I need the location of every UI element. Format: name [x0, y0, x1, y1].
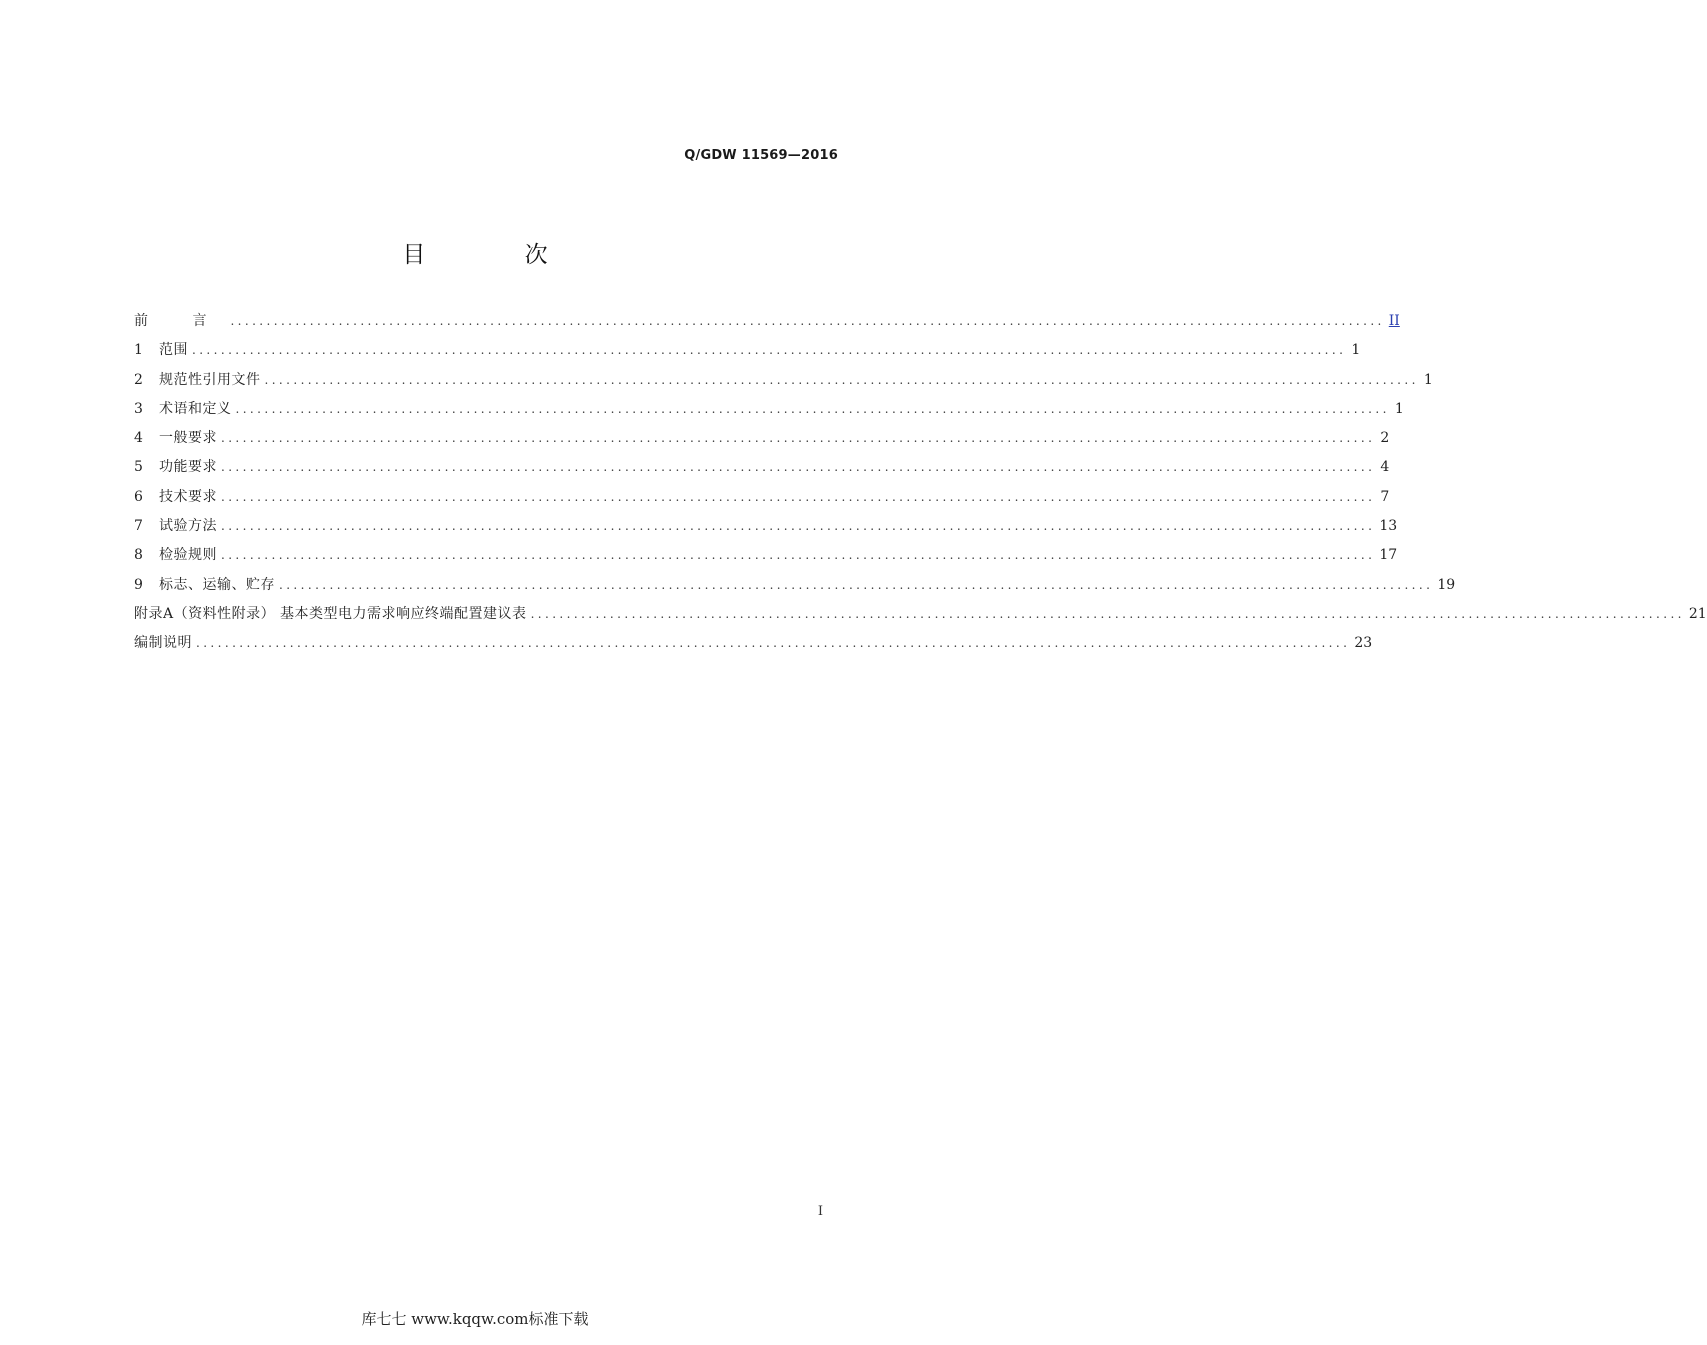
toc-entry-number: 6 — [134, 488, 143, 505]
toc-entry-number: 2 — [134, 371, 143, 388]
toc-entry-label: 编制说明 — [134, 635, 192, 652]
toc-entry[interactable] — [134, 571, 1456, 600]
toc-entry-label: 试验方法 — [159, 518, 217, 535]
toc-entry[interactable] — [134, 629, 1373, 658]
toc-entry[interactable] — [134, 366, 1433, 395]
toc-leader-dots: ................................................................................................................................................................ — [221, 489, 1376, 504]
toc-entry-page: 21 — [1688, 605, 1707, 622]
toc-entry-number: 5 — [134, 459, 143, 476]
toc-entry-page: 13 — [1379, 518, 1398, 535]
toc-entry-page: 4 — [1380, 459, 1390, 476]
toc-leader-dots: ................................................................................................................................................................ — [221, 519, 1376, 534]
toc-entry[interactable] — [134, 336, 1361, 365]
toc-entry-page: 1 — [1423, 371, 1433, 388]
toc-entry-label: 附录A（资料性附录） 基本类型电力需求响应终端配置建议表 — [134, 605, 527, 622]
toc-entry[interactable] — [134, 541, 1398, 570]
toc-leader-dots: ................................................................................................................................................................ — [235, 401, 1390, 416]
toc-entry[interactable] — [134, 424, 1390, 453]
toc-entry-label: 标志、运输、贮存 — [159, 576, 275, 593]
toc-entry-page: 1 — [1351, 342, 1361, 359]
toc-entry-label: 检验规则 — [159, 547, 217, 564]
document-code: Q/GDW 11569—2016 — [684, 148, 838, 163]
table-of-contents — [134, 307, 1707, 659]
toc-entry-label: 范围 — [159, 342, 188, 359]
toc-leader-dots: ................................................................................................................................................................ — [530, 606, 1685, 621]
toc-entry[interactable] — [134, 453, 1390, 482]
toc-entry-number: 1 — [134, 342, 143, 359]
toc-entry-label: 术语和定义 — [159, 400, 232, 417]
footer-watermark: 库七七 www.kqqw.com标准下载 — [361, 1310, 589, 1328]
toc-entry[interactable] — [134, 600, 1707, 629]
toc-entry[interactable] — [134, 395, 1404, 424]
toc-entry-label: 一般要求 — [159, 430, 217, 447]
toc-title: 目 次 — [402, 242, 594, 268]
toc-leader-dots: ................................................................................................................................................................ — [221, 431, 1376, 446]
toc-leader-dots: ................................................................................................................................................................ — [264, 372, 1419, 387]
toc-leader-dots: ................................................................................................................................................................ — [221, 548, 1376, 563]
toc-entry-label: 功能要求 — [159, 459, 217, 476]
toc-leader-dots: ................................................................................................................................................................ — [196, 636, 1351, 651]
toc-leader-dots: ................................................................................................................................................................ — [192, 343, 1347, 358]
toc-entry-page: 2 — [1380, 430, 1390, 447]
toc-entry-label: 技术要求 — [159, 488, 217, 505]
toc-entry-number: 3 — [134, 400, 143, 417]
toc-entry[interactable] — [134, 483, 1390, 512]
toc-entry-label: 规范性引用文件 — [159, 371, 261, 388]
toc-entry[interactable] — [134, 307, 1400, 336]
toc-entry-page[interactable]: II — [1388, 313, 1400, 329]
page-number: I — [817, 1204, 823, 1219]
toc-entry-page: 7 — [1380, 488, 1390, 505]
toc-entry-page: 17 — [1379, 547, 1398, 564]
toc-entry-label: 前 言 — [134, 313, 227, 329]
toc-leader-dots: ................................................................................................................................................................ — [279, 577, 1434, 592]
toc-entry-page: 19 — [1437, 576, 1456, 593]
toc-entry-page: 23 — [1354, 635, 1373, 652]
toc-leader-dots: ................................................................................................................................................................ — [230, 314, 1385, 328]
toc-entry-page: 1 — [1394, 400, 1404, 417]
toc-entry-number: 7 — [134, 518, 143, 535]
toc-entry-number: 8 — [134, 547, 143, 564]
toc-entry[interactable] — [134, 512, 1398, 541]
toc-entry-number: 9 — [134, 576, 143, 593]
toc-leader-dots: ................................................................................................................................................................ — [221, 460, 1376, 475]
toc-entry-number: 4 — [134, 430, 143, 447]
